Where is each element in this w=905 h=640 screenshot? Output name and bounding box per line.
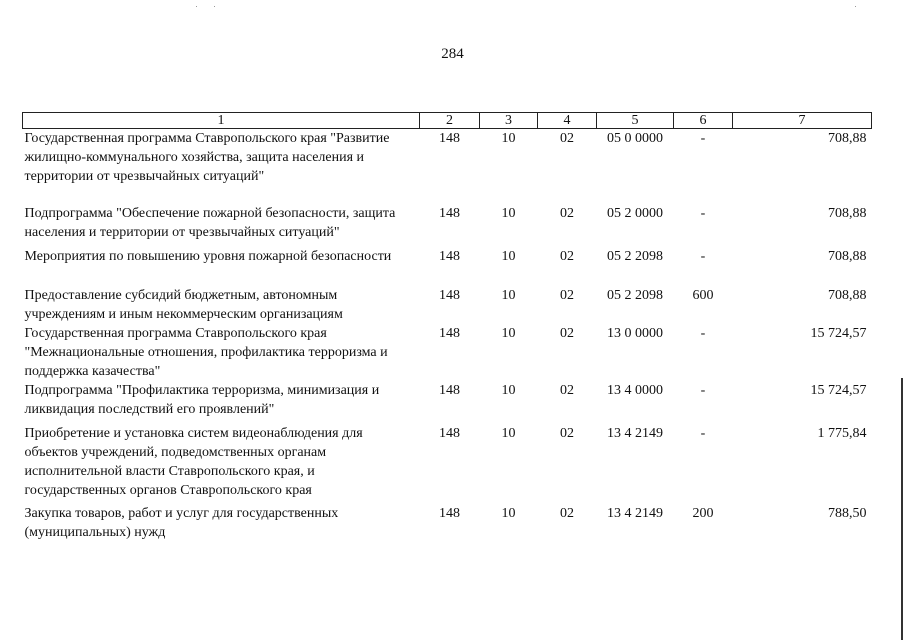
column-header-2: 2 [420,113,480,129]
row-col5: 13 0 0000 [607,325,663,341]
row-col6: 200 [692,505,714,521]
table-row [23,129,872,204]
row-col5: 13 4 0000 [607,382,663,398]
row-col3: 10 [501,382,516,398]
row-col5: 13 4 2149 [607,505,663,521]
table-row [23,504,872,544]
row-col4: 02 [560,505,574,521]
row-col4: 02 [560,287,574,303]
row-col3: 10 [501,248,516,264]
row-col3: 10 [501,287,516,303]
scan-dot [196,6,197,7]
scan-dot [855,6,856,7]
row-col3: 10 [501,205,516,221]
column-header-4: 4 [538,113,597,129]
column-header-1: 1 [23,113,420,129]
row-col3: 10 [501,131,516,146]
column-header-3: 3 [480,113,538,129]
row-col6: - [700,131,706,146]
row-col2: 148 [439,131,460,146]
row-col4: 02 [560,325,574,341]
column-header-6: 6 [674,113,733,129]
row-name: Подпрограмма "Обеспечение пожарной безопасности, защита населения и территории от чрезвычайных ситуаций" [24,205,396,240]
table-row [23,204,872,247]
row-col2: 148 [439,325,460,341]
scan-dot [214,6,215,7]
table-row [23,247,872,286]
row-amount: 708,88 [828,287,867,303]
row-amount: 15 724,57 [810,325,867,341]
row-col6: - [700,205,706,221]
row-amount: 708,88 [828,205,867,221]
row-col2: 148 [439,248,460,264]
row-col6: 600 [692,287,714,303]
row-name: Предоставление субсидий бюджетным, автономным учреждениям и иным некоммерческим организациям [24,287,343,322]
row-name: Приобретение и установка систем видеонаблюдения для объектов учреждений, подведомственных органам исполнительной власти Ставропольского края, и государственных органов Ставропольского края [24,425,363,498]
budget-table [22,112,872,544]
row-col3: 10 [501,325,516,341]
row-amount: 15 724,57 [810,382,867,398]
row-name: Государственная программа Ставропольского края "Развитие жилищно-коммунального хозяйства, защита населения и территории от чрезвычайных ситуаций" [24,131,390,184]
table-row [23,424,872,504]
column-header-5: 5 [597,113,674,129]
row-col3: 10 [501,505,516,521]
row-col3: 10 [501,425,516,441]
row-col2: 148 [439,287,460,303]
table-header-row [23,113,872,129]
row-name: Государственная программа Ставропольского края "Межнациональные отношения, профилактика терроризма и поддержка казачества" [24,325,388,379]
row-col5: 05 2 0000 [607,205,663,221]
row-col6: - [700,248,706,264]
row-col2: 148 [439,205,460,221]
row-col5: 05 0 0000 [607,131,663,146]
table-row [23,286,872,324]
row-col4: 02 [560,205,574,221]
row-amount: 708,88 [828,131,867,146]
page-number: 284 [441,46,464,62]
row-col5: 13 4 2149 [607,425,663,441]
table-row [23,381,872,424]
row-col6: - [700,325,706,341]
table-row [23,324,872,381]
scan-edge-mark [901,378,903,640]
row-col2: 148 [439,425,460,441]
row-amount: 1 775,84 [817,425,867,441]
row-col6: - [700,425,706,441]
row-amount: 788,50 [828,505,867,521]
row-col4: 02 [560,248,574,264]
column-header-7: 7 [733,113,872,129]
row-name: Мероприятия по повышению уровня пожарной безопасности [24,248,392,264]
row-col5: 05 2 2098 [607,287,663,303]
row-amount: 708,88 [828,248,867,264]
row-col4: 02 [560,425,574,441]
row-col2: 148 [439,505,460,521]
row-col6: - [700,382,706,398]
row-name: Закупка товаров, работ и услуг для государственных (муниципальных) нужд [24,505,339,540]
row-col5: 05 2 2098 [607,248,663,264]
row-col4: 02 [560,131,574,146]
row-col4: 02 [560,382,574,398]
row-col2: 148 [439,382,460,398]
row-name: Подпрограмма "Профилактика терроризма, минимизация и ликвидация последствий его проявлений" [24,382,380,417]
